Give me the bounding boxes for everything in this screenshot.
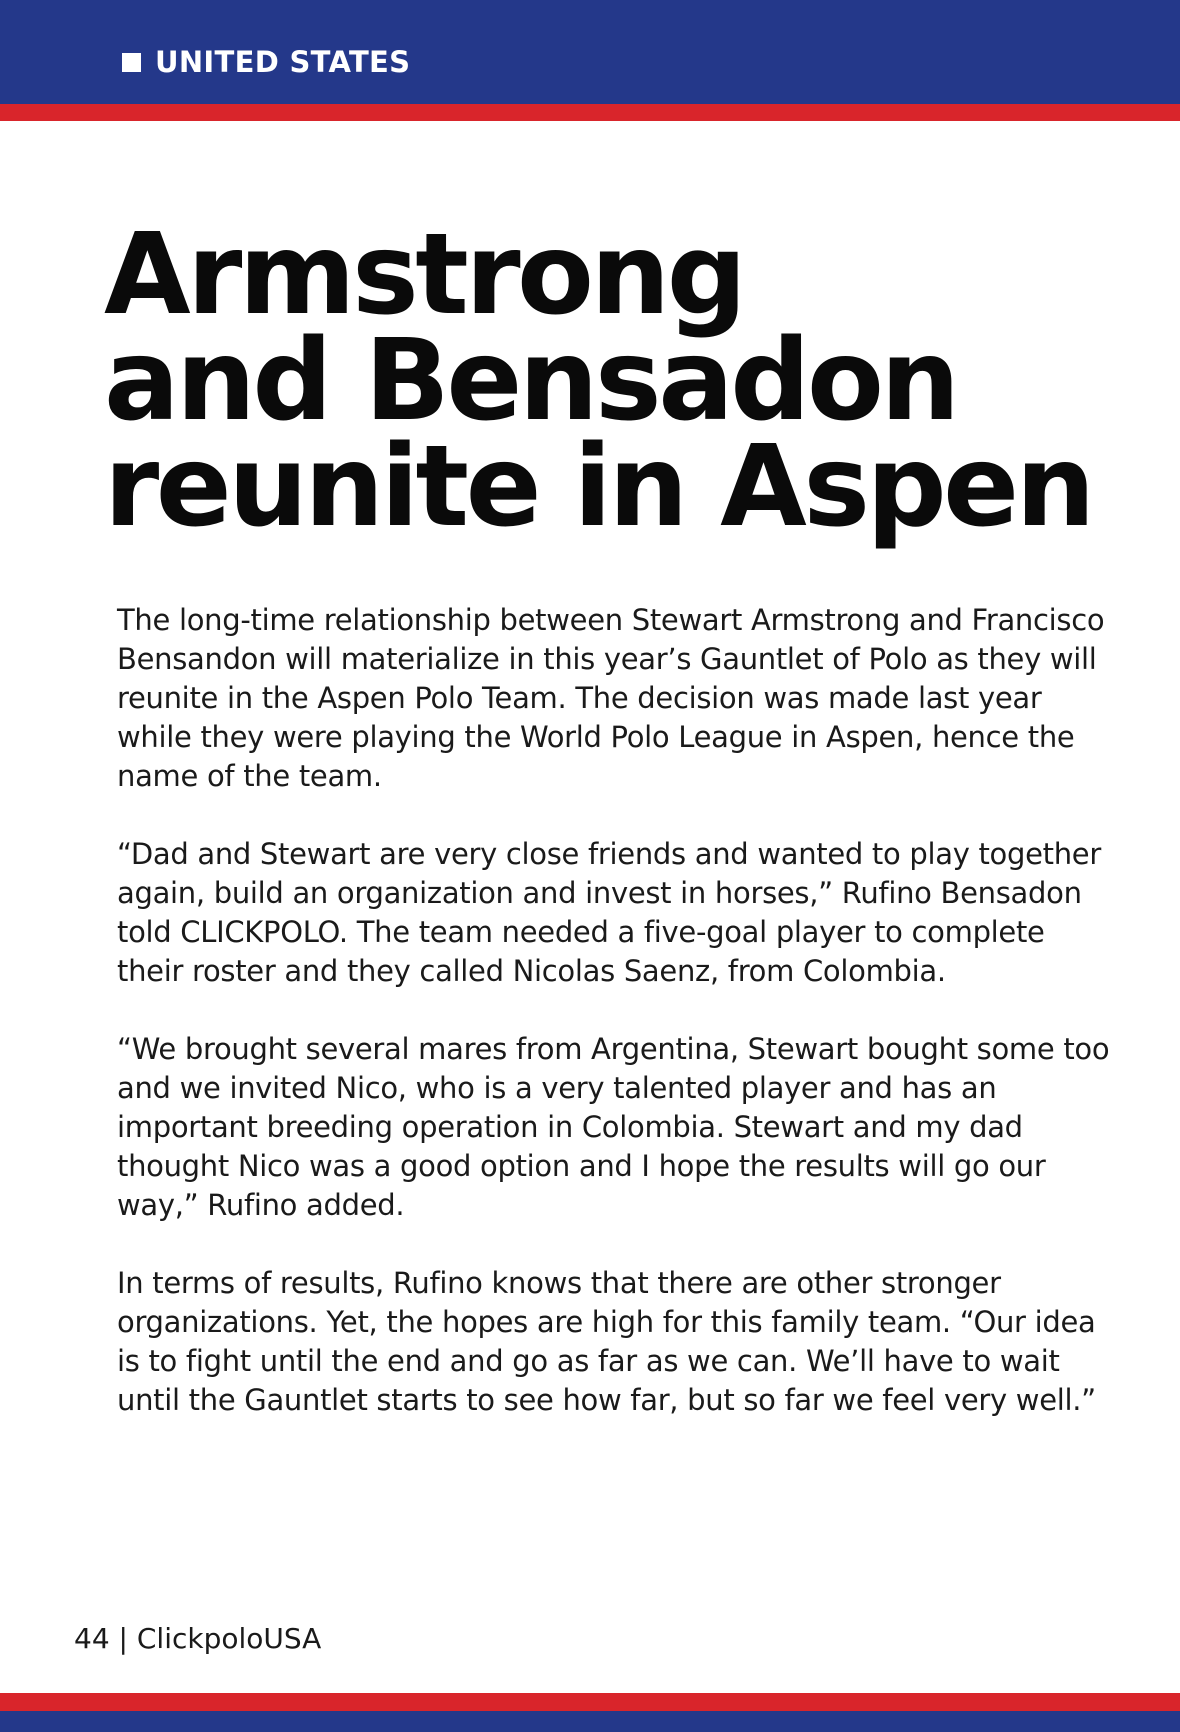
headline-line-1: Armstrong	[104, 210, 744, 340]
article-paragraph-4: In terms of results, Rufino knows that there are other stronger organizations. Yet, the hopes are high for this family team. “Our idea is to fight until the end and go as far as we can. We’ll have to wait until the Gauntlet starts to see how far, but so far we feel very well.”	[117, 1266, 1096, 1417]
section-label-text: UNITED STATES	[155, 45, 411, 79]
article-paragraph-3: “We brought several mares from Argentina, Stewart bought some too and we invited Nico, who is a very talented player and has an important breeding operation in Colombia. Stewart and my dad thought Nico was a good option and I hope the results will go our way,” Rufino added.	[117, 1032, 1110, 1222]
headline-line-3: reunite in Aspen	[104, 422, 1092, 552]
article-body	[117, 601, 1117, 1459]
footer-red-stripe	[0, 1693, 1180, 1711]
article-headline	[104, 210, 1104, 552]
section-label	[122, 45, 411, 79]
footer-band	[0, 1711, 1180, 1732]
square-bullet-icon	[122, 53, 141, 72]
page-footer: 44 | ClickpoloUSA	[74, 1622, 322, 1655]
headline-line-2: and Bensadon	[104, 316, 957, 446]
article-paragraph-2: “Dad and Stewart are very close friends and wanted to play together again, build an organization and invest in horses,” Rufino Bensadon told CLICKPOLO. The team needed a five-goal player to complete their roster and they called Nicolas Saenz, from Colombia.	[117, 837, 1101, 988]
article-paragraph-1: The long-time relationship between Stewart Armstrong and Francisco Bensandon will materialize in this year’s Gauntlet of Polo as they will reunite in the Aspen Polo Team. The decision was made last year while they were playing the World Polo League in Aspen, hence the name of the team.	[117, 603, 1105, 793]
header-red-stripe	[0, 104, 1180, 121]
